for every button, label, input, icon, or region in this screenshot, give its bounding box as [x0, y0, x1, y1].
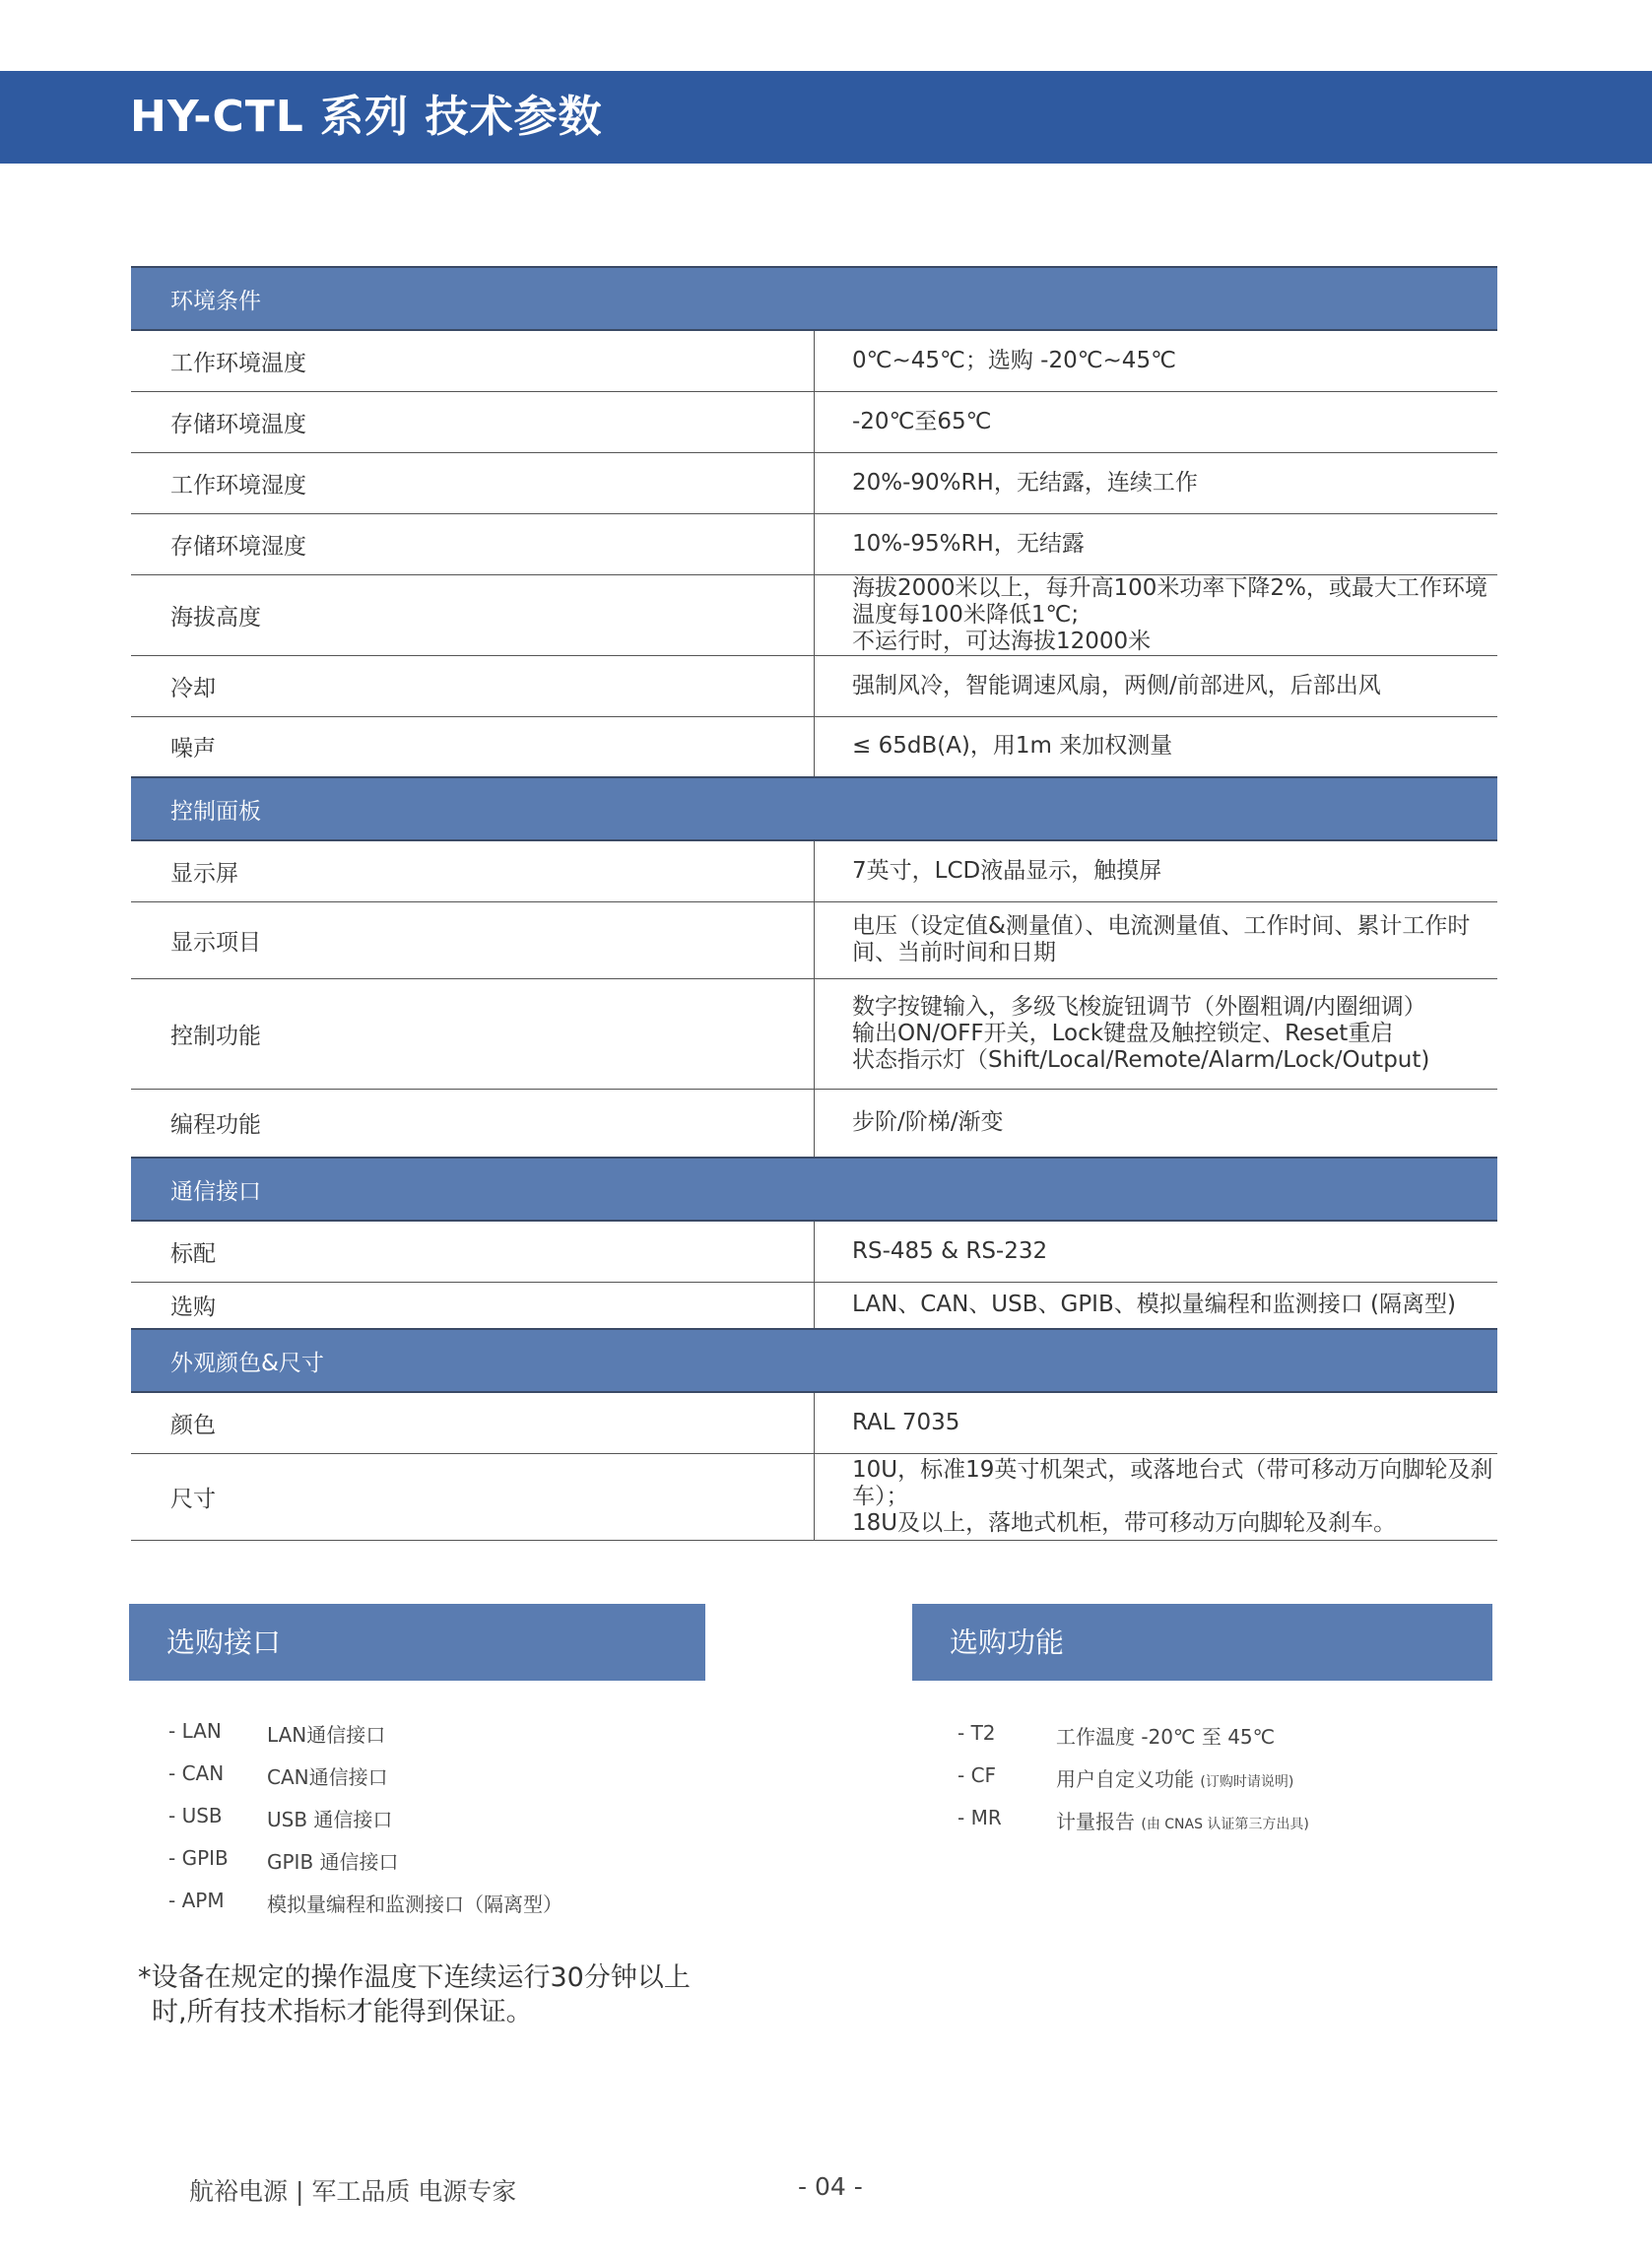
option-item — [958, 1763, 1470, 1806]
option-desc-text: GPIB 通信接口 — [267, 1850, 399, 1874]
spec-value — [815, 655, 1498, 716]
option-desc-text: 工作温度 -20℃ 至 45℃ — [1056, 1725, 1276, 1749]
spec-value-line: 10U，标准19英寸机架式，或落地台式（带可移动万向脚轮及刹车）； — [852, 1456, 1493, 1509]
spec-row — [131, 330, 1497, 391]
option-desc-text: 用户自定义功能 — [1056, 1767, 1194, 1791]
spec-label: 存储环境温度 — [131, 391, 815, 452]
option-desc-text: USB 通信接口 — [267, 1808, 393, 1831]
footnote-line-1: *设备在规定的操作温度下连续运行30分钟以上 — [138, 1962, 691, 1993]
section-header — [131, 1158, 1497, 1221]
section-title: 外观颜色&尺寸 — [131, 1329, 1497, 1392]
spec-row — [131, 1221, 1497, 1282]
spec-value-line: 电压（设定值&测量值）、电流测量值、工作时间、累计工作时间、当前时间和日期 — [852, 913, 1471, 965]
spec-label: 控制功能 — [131, 978, 815, 1089]
option-item — [958, 1721, 1470, 1763]
spec-row — [131, 452, 1497, 513]
footnote — [138, 1960, 749, 2029]
section-title: 通信接口 — [131, 1158, 1497, 1221]
spec-value — [815, 513, 1498, 574]
spec-value — [815, 1392, 1498, 1453]
spec-label: 冷却 — [131, 655, 815, 716]
spec-value-line: 海拔2000米以上，每升高100米功率下降2%，或最大工作环境温度每100米降低1℃; — [852, 574, 1487, 628]
spec-label: 存储环境湿度 — [131, 513, 815, 574]
spec-value-line: 不运行时，可达海拔12000米 — [852, 628, 1152, 654]
optional-interfaces-list — [168, 1719, 681, 1931]
spec-value-line: 步阶/阶梯/渐变 — [852, 1109, 1004, 1136]
spec-row — [131, 1453, 1497, 1540]
spec-value-line: 10%-95%RH，无结露 — [852, 530, 1085, 557]
section-header — [131, 267, 1497, 330]
footnote-line-2: 时,所有技术指标才能得到保证。 — [152, 1997, 533, 2027]
spec-row — [131, 1282, 1497, 1329]
page-number: - 04 - — [798, 2172, 863, 2201]
title-bar — [0, 71, 1652, 164]
spec-row — [131, 978, 1497, 1089]
spec-value — [815, 1453, 1498, 1540]
option-desc — [1056, 1721, 1275, 1750]
spec-row — [131, 391, 1497, 452]
option-desc — [1056, 1763, 1293, 1792]
spec-value-line: 20%-90%RH，无结露，连续工作 — [852, 469, 1198, 496]
spec-value-line: 强制风冷，智能调速风扇，两侧/前部进风，后部出风 — [852, 672, 1381, 698]
spec-value — [815, 978, 1498, 1089]
spec-value — [815, 716, 1498, 777]
spec-label: 尺寸 — [131, 1453, 815, 1540]
spec-row — [131, 840, 1497, 901]
spec-value — [815, 574, 1498, 655]
spec-row — [131, 655, 1497, 716]
optional-functions-header: 选购功能 — [912, 1604, 1492, 1681]
option-desc — [267, 1804, 392, 1832]
option-code: - APM — [168, 1889, 225, 1912]
spec-label: 显示项目 — [131, 901, 815, 978]
spec-value-line: RAL 7035 — [852, 1409, 960, 1435]
footer-brand: 航裕电源 | 军工品质 电源专家 — [189, 2177, 517, 2206]
option-code: - T2 — [958, 1721, 996, 1745]
optional-functions-list — [958, 1721, 1470, 1848]
spec-value-line: 输出ON/OFF开关，Lock键盘及触控锁定、Reset重启 — [852, 1020, 1394, 1046]
option-item — [958, 1806, 1470, 1848]
option-note: (由 CNAS 认证第三方出具) — [1141, 1817, 1309, 1832]
spec-value — [815, 1282, 1498, 1329]
spec-label: 颜色 — [131, 1392, 815, 1453]
option-desc — [267, 1846, 399, 1875]
spec-row — [131, 716, 1497, 777]
spec-value-line: ≤ 65dB(A)，用1m 来加权测量 — [852, 733, 1173, 760]
option-note: (订购时请说明) — [1200, 1774, 1294, 1790]
spec-table — [131, 266, 1497, 1541]
option-code: - MR — [958, 1806, 1002, 1829]
spec-value-line: 数字按键输入，多级飞梭旋钮调节（外圈粗调/内圈细调） — [852, 993, 1426, 1020]
spec-value — [815, 391, 1498, 452]
option-code: - USB — [168, 1804, 223, 1827]
spec-label: 工作环境温度 — [131, 330, 815, 391]
spec-value-line: 状态指示灯（Shift/Local/Remote/Alarm/Lock/Output) — [852, 1046, 1430, 1073]
option-item — [168, 1804, 681, 1846]
option-code: - LAN — [168, 1719, 222, 1743]
spec-label: 显示屏 — [131, 840, 815, 901]
optional-interfaces-header: 选购接口 — [129, 1604, 705, 1681]
spec-row — [131, 901, 1497, 978]
spec-label: 海拔高度 — [131, 574, 815, 655]
section-header — [131, 777, 1497, 840]
option-desc-text: 模拟量编程和监测接口（隔离型） — [267, 1892, 562, 1916]
option-desc — [267, 1889, 562, 1917]
spec-value-line: RS-485 & RS-232 — [852, 1237, 1048, 1264]
spec-value-line: LAN、CAN、USB、GPIB、模拟量编程和监测接口 (隔离型) — [852, 1292, 1457, 1318]
option-code: - CF — [958, 1763, 997, 1787]
spec-value — [815, 1221, 1498, 1282]
spec-label: 编程功能 — [131, 1089, 815, 1158]
spec-row — [131, 1089, 1497, 1158]
spec-value — [815, 452, 1498, 513]
spec-value-line: 18U及以上，落地式机柜，带可移动万向脚轮及刹车。 — [852, 1509, 1397, 1536]
section-title: 环境条件 — [131, 267, 1497, 330]
spec-label: 标配 — [131, 1221, 815, 1282]
spec-row — [131, 1392, 1497, 1453]
spec-value-line: -20℃至65℃ — [852, 408, 992, 434]
spec-label: 工作环境湿度 — [131, 452, 815, 513]
option-item — [168, 1846, 681, 1889]
section-title: 控制面板 — [131, 777, 1497, 840]
spec-value — [815, 1089, 1498, 1158]
option-code: - GPIB — [168, 1846, 229, 1870]
spec-value — [815, 330, 1498, 391]
spec-row — [131, 574, 1497, 655]
option-item — [168, 1761, 681, 1804]
option-item — [168, 1719, 681, 1761]
spec-row — [131, 513, 1497, 574]
option-desc-text: 计量报告 — [1056, 1810, 1135, 1833]
option-desc-text: CAN通信接口 — [267, 1765, 388, 1789]
option-desc — [1056, 1806, 1309, 1834]
section-header — [131, 1329, 1497, 1392]
option-desc — [267, 1719, 385, 1748]
spec-label: 选购 — [131, 1282, 815, 1329]
spec-value — [815, 840, 1498, 901]
option-desc — [267, 1761, 388, 1790]
spec-label: 噪声 — [131, 716, 815, 777]
spec-value-line: 0℃~45℃；选购 -20℃~45℃ — [852, 347, 1176, 373]
option-code: - CAN — [168, 1761, 225, 1785]
option-desc-text: LAN通信接口 — [267, 1723, 386, 1747]
option-item — [168, 1889, 681, 1931]
spec-value-line: 7英寸，LCD液晶显示，触摸屏 — [852, 857, 1162, 884]
spec-value — [815, 901, 1498, 978]
page-title: HY-CTL 系列 技术参数 — [130, 92, 603, 142]
